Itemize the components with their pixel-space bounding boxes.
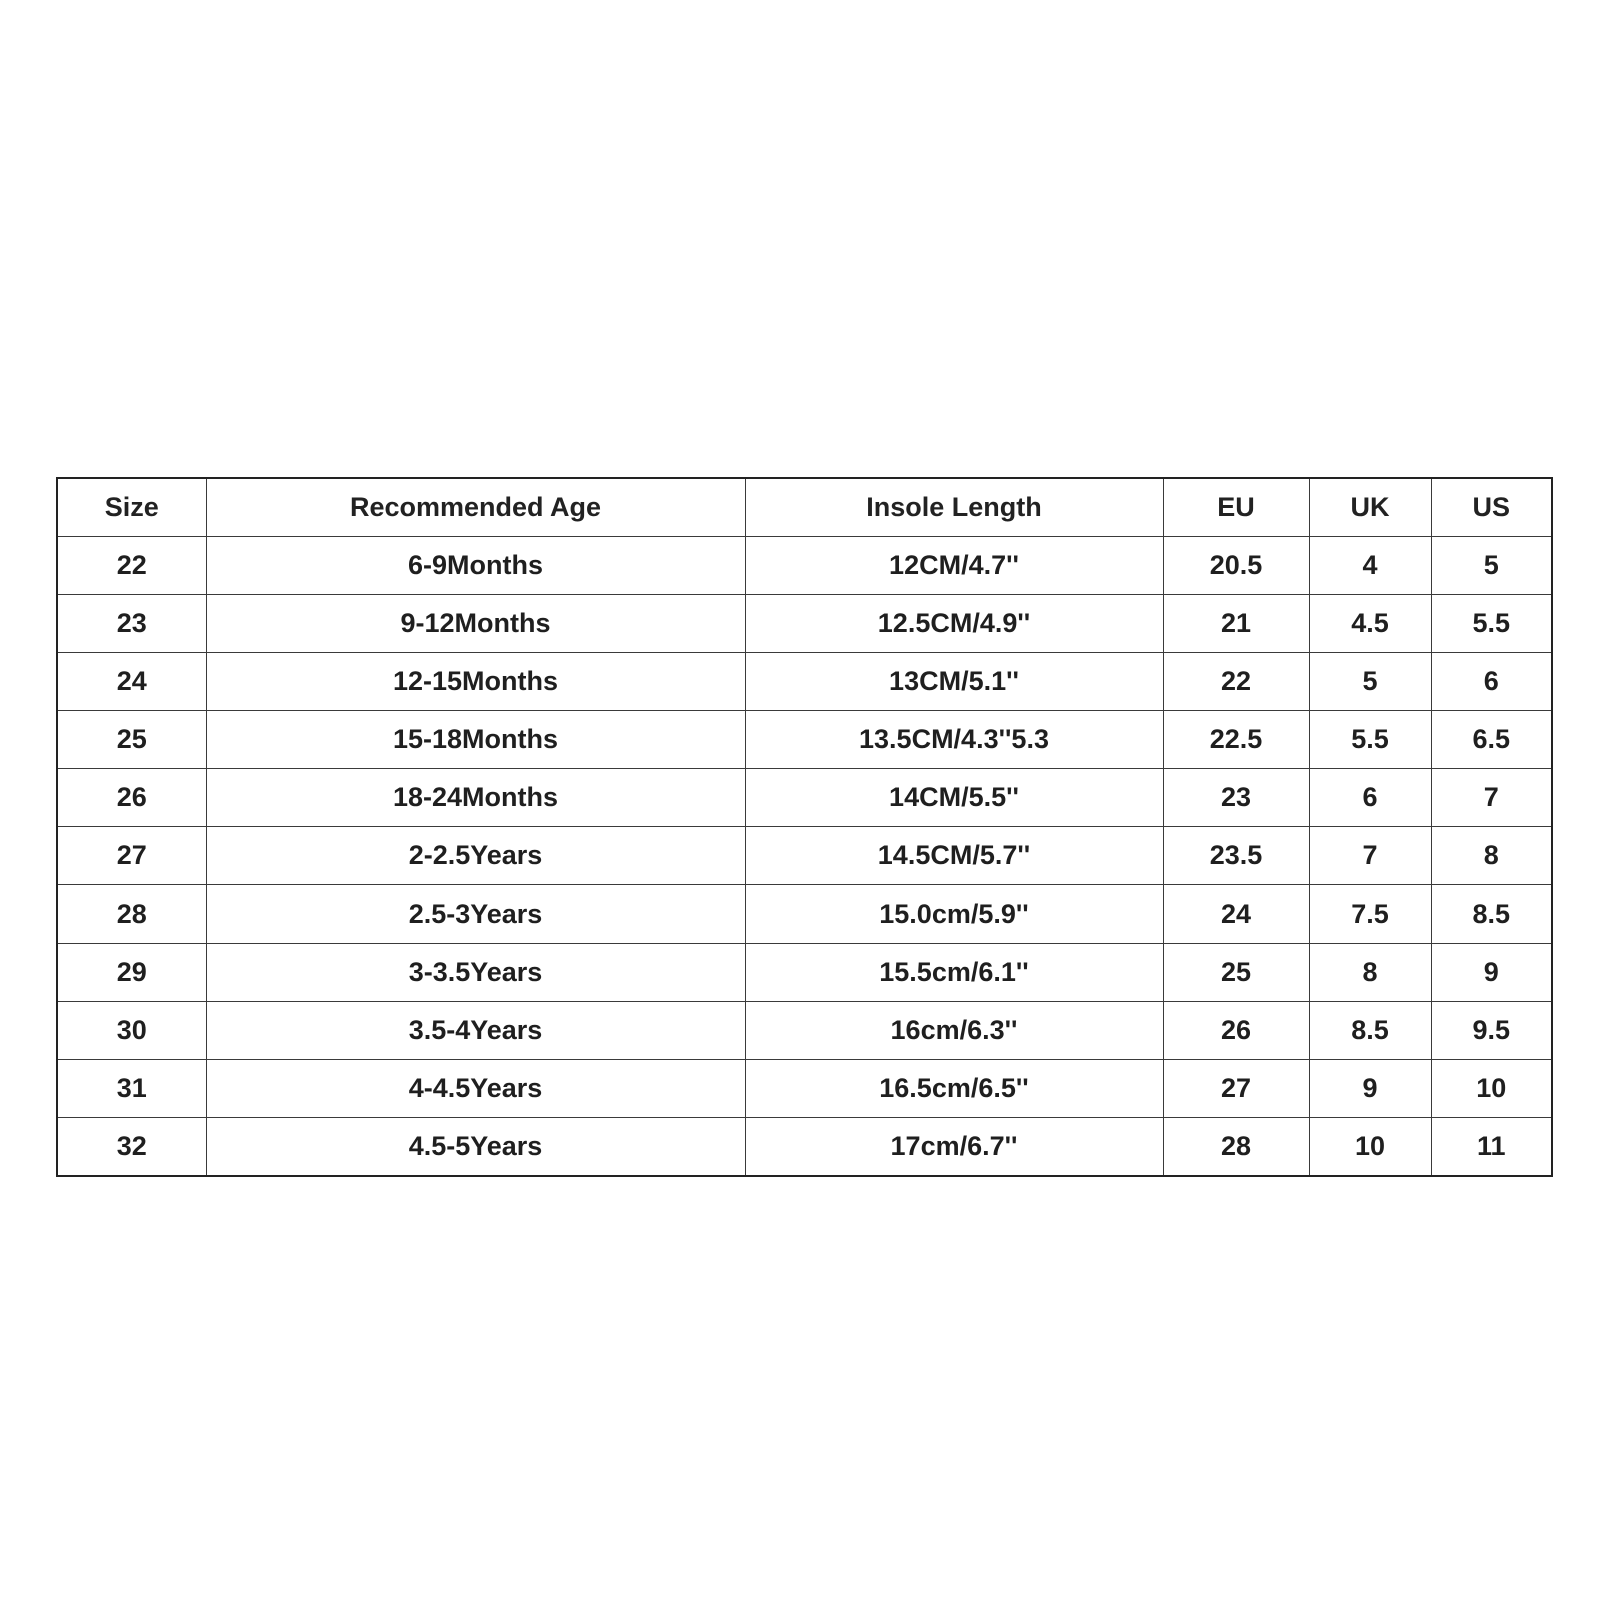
- table-header: [57, 478, 1552, 537]
- header-insole-length: Insole Length: [745, 478, 1163, 537]
- header-uk: UK: [1309, 478, 1431, 537]
- table-row: [57, 885, 1552, 943]
- table-row: [57, 653, 1552, 711]
- cell-size: 22: [57, 537, 206, 595]
- cell-size: 32: [57, 1117, 206, 1176]
- cell-uk: 9: [1309, 1059, 1431, 1117]
- cell-us: 6: [1431, 653, 1552, 711]
- cell-us: 8: [1431, 827, 1552, 885]
- cell-eu: 25: [1163, 943, 1309, 1001]
- cell-insole-length: 16.5cm/6.5'': [745, 1059, 1163, 1117]
- cell-recommended-age: 3-3.5Years: [206, 943, 745, 1001]
- cell-recommended-age: 15-18Months: [206, 711, 745, 769]
- cell-us: 5: [1431, 537, 1552, 595]
- cell-recommended-age: 9-12Months: [206, 595, 745, 653]
- cell-size: 28: [57, 885, 206, 943]
- cell-recommended-age: 18-24Months: [206, 769, 745, 827]
- cell-size: 29: [57, 943, 206, 1001]
- cell-recommended-age: 4-4.5Years: [206, 1059, 745, 1117]
- table-row: [57, 1117, 1552, 1176]
- cell-recommended-age: 6-9Months: [206, 537, 745, 595]
- table-row: [57, 1059, 1552, 1117]
- cell-uk: 4.5: [1309, 595, 1431, 653]
- cell-uk: 7: [1309, 827, 1431, 885]
- cell-insole-length: 12.5CM/4.9'': [745, 595, 1163, 653]
- table-row: [57, 1001, 1552, 1059]
- table-row: [57, 943, 1552, 1001]
- cell-eu: 22: [1163, 653, 1309, 711]
- cell-recommended-age: 3.5-4Years: [206, 1001, 745, 1059]
- table-row: [57, 769, 1552, 827]
- cell-uk: 8: [1309, 943, 1431, 1001]
- cell-insole-length: 13.5CM/4.3''5.3: [745, 711, 1163, 769]
- header-us: US: [1431, 478, 1552, 537]
- cell-us: 5.5: [1431, 595, 1552, 653]
- cell-eu: 24: [1163, 885, 1309, 943]
- cell-recommended-age: 2.5-3Years: [206, 885, 745, 943]
- cell-size: 23: [57, 595, 206, 653]
- cell-recommended-age: 12-15Months: [206, 653, 745, 711]
- cell-us: 7: [1431, 769, 1552, 827]
- cell-insole-length: 15.0cm/5.9'': [745, 885, 1163, 943]
- table-row: [57, 827, 1552, 885]
- cell-insole-length: 17cm/6.7'': [745, 1117, 1163, 1176]
- cell-uk: 4: [1309, 537, 1431, 595]
- cell-recommended-age: 4.5-5Years: [206, 1117, 745, 1176]
- header-recommended-age: Recommended Age: [206, 478, 745, 537]
- cell-uk: 7.5: [1309, 885, 1431, 943]
- cell-insole-length: 12CM/4.7'': [745, 537, 1163, 595]
- header-eu: EU: [1163, 478, 1309, 537]
- cell-size: 30: [57, 1001, 206, 1059]
- cell-eu: 23: [1163, 769, 1309, 827]
- cell-us: 10: [1431, 1059, 1552, 1117]
- cell-uk: 10: [1309, 1117, 1431, 1176]
- cell-size: 27: [57, 827, 206, 885]
- cell-eu: 21: [1163, 595, 1309, 653]
- cell-insole-length: 15.5cm/6.1'': [745, 943, 1163, 1001]
- cell-uk: 5: [1309, 653, 1431, 711]
- cell-eu: 22.5: [1163, 711, 1309, 769]
- cell-us: 8.5: [1431, 885, 1552, 943]
- table-row: [57, 537, 1552, 595]
- table-row: [57, 595, 1552, 653]
- cell-us: 9: [1431, 943, 1552, 1001]
- cell-insole-length: 16cm/6.3'': [745, 1001, 1163, 1059]
- cell-insole-length: 13CM/5.1'': [745, 653, 1163, 711]
- cell-insole-length: 14.5CM/5.7'': [745, 827, 1163, 885]
- table-row: [57, 711, 1552, 769]
- cell-insole-length: 14CM/5.5'': [745, 769, 1163, 827]
- cell-us: 6.5: [1431, 711, 1552, 769]
- cell-us: 9.5: [1431, 1001, 1552, 1059]
- cell-eu: 26: [1163, 1001, 1309, 1059]
- header-size: Size: [57, 478, 206, 537]
- table-body: [57, 537, 1552, 1177]
- cell-size: 26: [57, 769, 206, 827]
- size-chart-table: [56, 477, 1553, 1177]
- cell-us: 11: [1431, 1117, 1552, 1176]
- cell-uk: 5.5: [1309, 711, 1431, 769]
- cell-eu: 20.5: [1163, 537, 1309, 595]
- cell-eu: 27: [1163, 1059, 1309, 1117]
- header-row: [57, 478, 1552, 537]
- cell-uk: 6: [1309, 769, 1431, 827]
- cell-size: 31: [57, 1059, 206, 1117]
- cell-size: 25: [57, 711, 206, 769]
- cell-recommended-age: 2-2.5Years: [206, 827, 745, 885]
- cell-uk: 8.5: [1309, 1001, 1431, 1059]
- cell-eu: 28: [1163, 1117, 1309, 1176]
- cell-size: 24: [57, 653, 206, 711]
- cell-eu: 23.5: [1163, 827, 1309, 885]
